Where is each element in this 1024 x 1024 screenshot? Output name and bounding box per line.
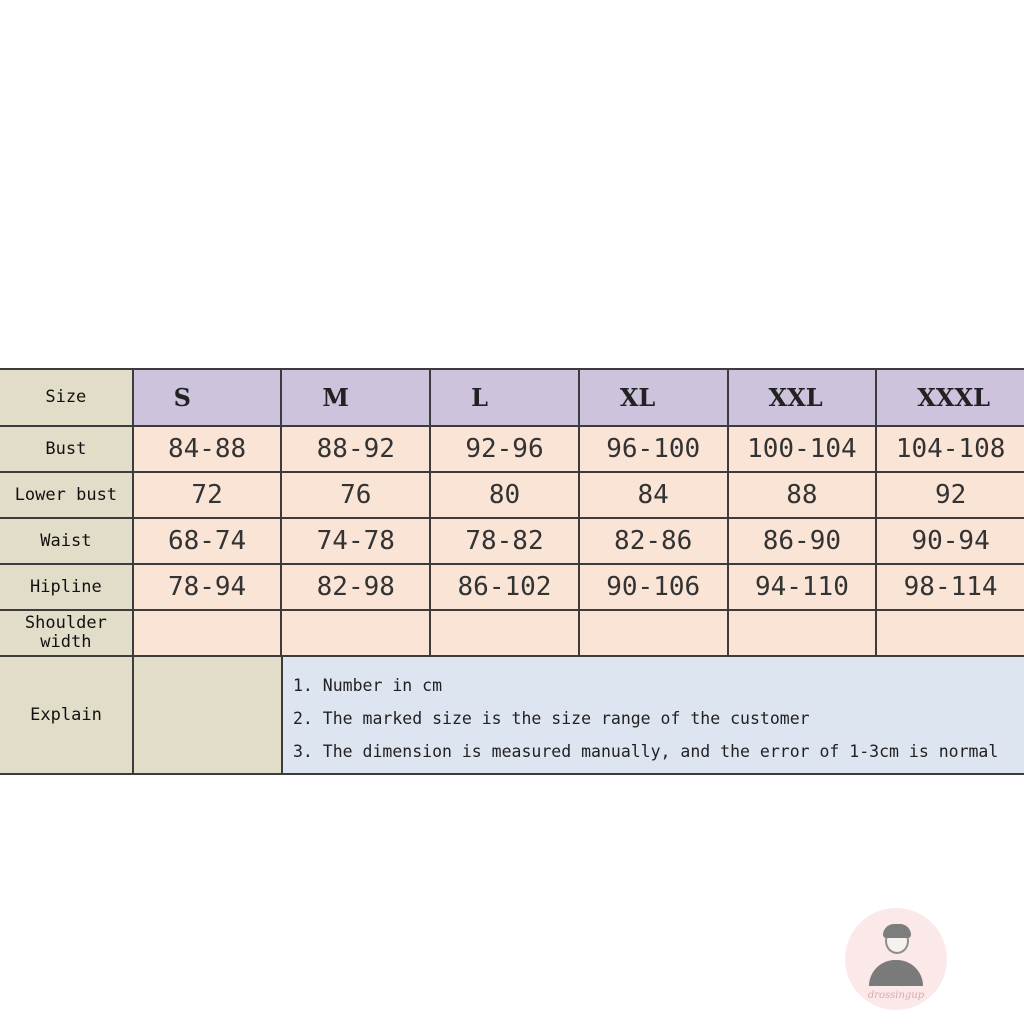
bust-cell: 88-92 xyxy=(282,427,431,471)
lower-bust-row xyxy=(0,473,1024,519)
explain-note: 3. The dimension is measured manually, and the error of 1-3cm is normal xyxy=(293,742,999,761)
lower-bust-label: Lower bust xyxy=(0,473,134,517)
lower-bust-cell: 88 xyxy=(729,473,878,517)
size-label: Size xyxy=(0,370,134,425)
bust-row xyxy=(0,427,1024,473)
watermark-text: drossingup xyxy=(867,990,925,1001)
size-header-xl: XL xyxy=(580,370,729,425)
bust-cell: 104-108 xyxy=(877,427,1024,471)
shoulder-width-cell xyxy=(282,611,431,655)
size-row xyxy=(0,370,1024,427)
shoulder-width-cell xyxy=(134,611,283,655)
bust-cell: 96-100 xyxy=(580,427,729,471)
hipline-cell: 82-98 xyxy=(282,565,431,609)
shoulder-width-cell xyxy=(877,611,1024,655)
bust-cell: 100-104 xyxy=(729,427,878,471)
logo-figure-hair xyxy=(883,924,911,938)
size-chart-table xyxy=(0,368,1024,775)
size-header-s: S xyxy=(134,370,283,425)
size-header-l: L xyxy=(431,370,580,425)
shoulder-width-cell xyxy=(729,611,878,655)
waist-cell: 90-94 xyxy=(877,519,1024,563)
logo-figure-body xyxy=(869,960,923,986)
shoulder-width-row xyxy=(0,611,1024,657)
lower-bust-cell: 80 xyxy=(431,473,580,517)
hipline-cell: 78-94 xyxy=(134,565,283,609)
shoulder-width-label-line2: width xyxy=(40,632,92,652)
explain-row xyxy=(0,657,1024,773)
bust-cell: 84-88 xyxy=(134,427,283,471)
hipline-cell: 86-102 xyxy=(431,565,580,609)
hipline-label: Hipline xyxy=(0,565,134,609)
bust-label: Bust xyxy=(0,427,134,471)
waist-cell: 68-74 xyxy=(134,519,283,563)
hipline-cell: 94-110 xyxy=(729,565,878,609)
size-header-xxl: XXL xyxy=(729,370,878,425)
size-header-m: M xyxy=(282,370,431,425)
shoulder-width-label xyxy=(0,611,134,655)
lower-bust-cell: 76 xyxy=(282,473,431,517)
size-header-xxxl: XXXL xyxy=(877,370,1024,425)
hipline-cell: 98-114 xyxy=(877,565,1024,609)
lower-bust-cell: 92 xyxy=(877,473,1024,517)
waist-cell: 82-86 xyxy=(580,519,729,563)
explain-note: 1. Number in cm xyxy=(293,676,443,695)
lower-bust-cell: 72 xyxy=(134,473,283,517)
waist-cell: 86-90 xyxy=(729,519,878,563)
explain-blank-cell xyxy=(134,657,283,773)
waist-row xyxy=(0,519,1024,565)
explain-notes xyxy=(283,657,1024,773)
hipline-cell: 90-106 xyxy=(580,565,729,609)
bust-cell: 92-96 xyxy=(431,427,580,471)
watermark-logo xyxy=(845,908,947,1010)
lower-bust-cell: 84 xyxy=(580,473,729,517)
waist-cell: 78-82 xyxy=(431,519,580,563)
explain-label: Explain xyxy=(0,657,134,773)
hipline-row xyxy=(0,565,1024,611)
waist-cell: 74-78 xyxy=(282,519,431,563)
shoulder-width-label-line1: Shoulder xyxy=(24,613,107,633)
explain-note: 2. The marked size is the size range of the customer xyxy=(293,709,810,728)
shoulder-width-cell xyxy=(431,611,580,655)
shoulder-width-cell xyxy=(580,611,729,655)
waist-label: Waist xyxy=(0,519,134,563)
